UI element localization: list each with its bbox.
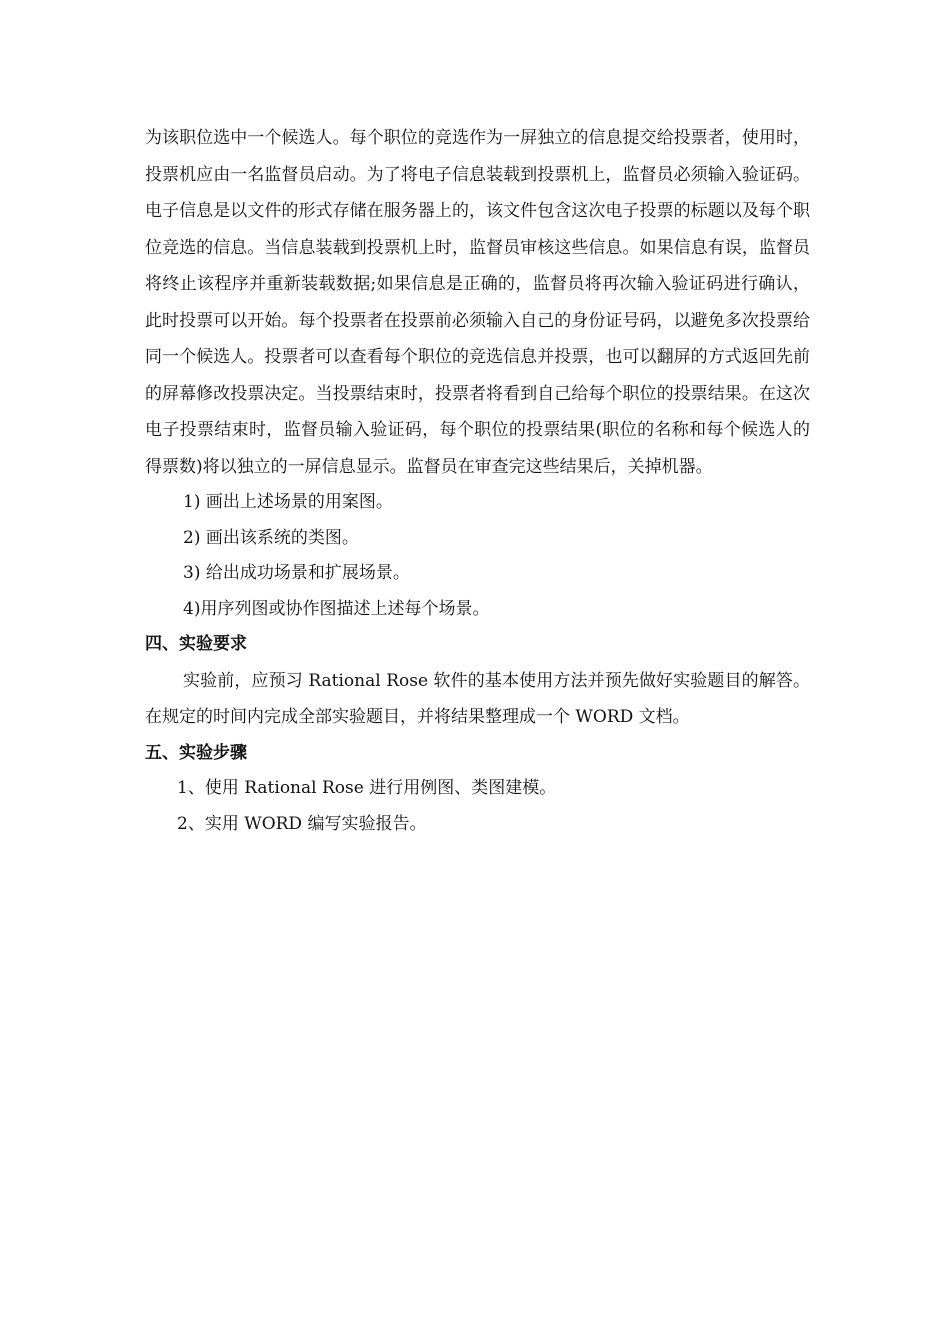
step-item-2: 2、实用 WORD 编写实验报告。 [177, 813, 427, 834]
task-list [145, 485, 810, 627]
task-item-4: 4)用序列图或协作图描述上述每个场景。 [183, 598, 490, 619]
step-list [145, 771, 810, 842]
step-item-1: 1、使用 Rational Rose 进行用例图、类图建模。 [177, 778, 557, 798]
intro-paragraph: 为该职位选中一个候选人。每个职位的竞选作为一屏独立的信息提交给投票者，使用时，投票机应由一名监督员启动。为了将电子信息装载到投票机上，监督员必须输入验证码。电子信息是以文件的形式存储在服务器上的，该文件包含这次电子投票的标题以及每个职位竞选的信息。当信息装载到投票机上时，监督员审核这些信息。如果信息有误，监督员将终止该程序并重新装载数据;如果信息是正确的，监督员将再次输入验证码进行确认，此时投票可以开始。每个投票者在投票前必须输入自己的身份证号码，以避免多次投票给同一个候选人。投票者可以查看每个职位的竞选信息并投票，也可以翻屏的方式返回先前的屏幕修改投票决定。当投票结束时，投票者将看到自己给每个职位的投票结果。在这次电子投票结束时，监督员输入验证码，每个职位的投票结果(职位的名称和每个候选人的得票数)将以独立的一屏信息显示。监督员在审查完这些结果后，关掉机器。 [145, 128, 810, 477]
section-5-heading: 五、实验步骤 [145, 742, 247, 763]
task-item-1: 1) 画出上述场景的用案图。 [183, 492, 393, 512]
task-item-2: 2) 画出该系统的类图。 [183, 527, 359, 548]
task-item-3: 3) 给出成功场景和扩展场景。 [183, 563, 410, 583]
section-4-body: 实验前，应预习 Rational Rose 软件的基本使用方法并预先做好实验题目的解答。在规定的时间内完成全部实验题目，并将结果整理成一个 WORD 文档。 [145, 670, 810, 727]
section-4-heading: 四、实验要求 [145, 634, 247, 654]
document-body [145, 120, 810, 842]
